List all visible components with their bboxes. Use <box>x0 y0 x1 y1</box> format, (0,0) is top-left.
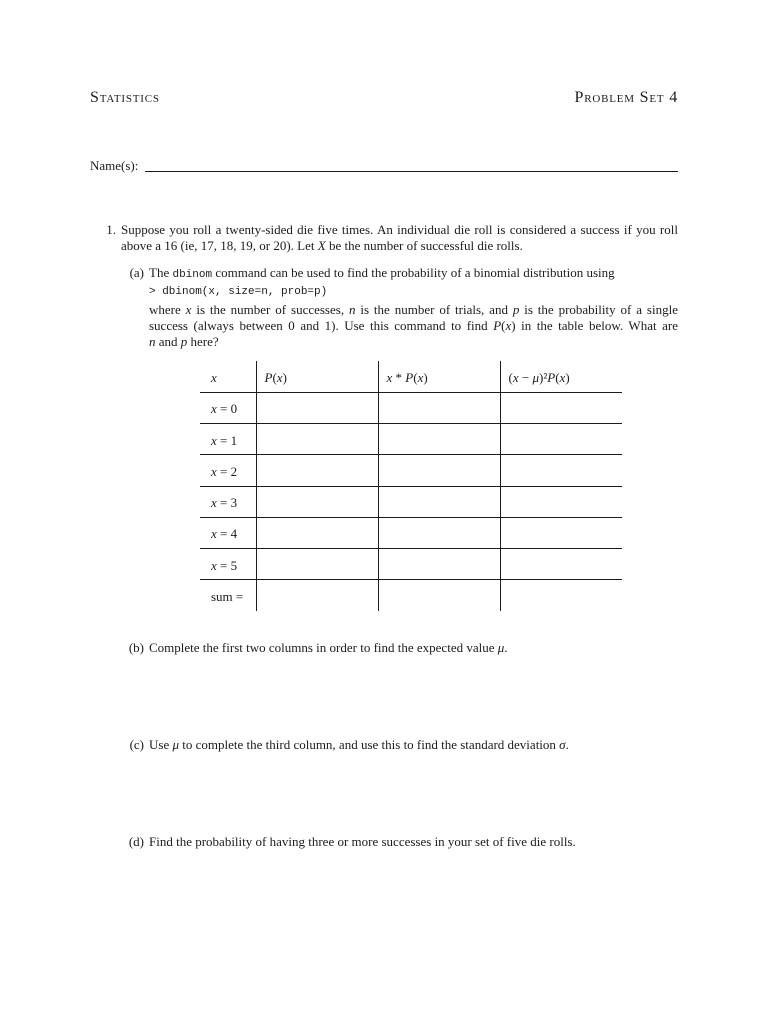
answer-cell <box>256 455 378 486</box>
prose-text: . <box>504 640 508 655</box>
prose-text: command can be used to find the probability of a binomial distribution using <box>212 265 615 280</box>
table-row <box>200 455 622 486</box>
row-label: x = 2 <box>211 463 238 479</box>
column-header: x * P(x) <box>386 369 428 385</box>
answer-cell <box>256 424 378 455</box>
math-letter: μ <box>172 737 179 752</box>
answer-cell <box>256 392 378 423</box>
sum-label: sum = <box>211 589 244 605</box>
math-letter: x <box>559 369 566 385</box>
row-label: x = 1 <box>211 432 238 448</box>
prose-text: above a 16 (ie, 17, 18, 19, or 20). Let <box>121 238 318 253</box>
row-label: x = 4 <box>211 526 238 542</box>
math-letter: σ <box>559 737 566 752</box>
part-a-intro <box>149 265 615 283</box>
part-a-line <box>149 334 219 350</box>
table-header-cell <box>256 361 378 392</box>
part-d-label: (d) <box>128 834 144 849</box>
answer-cell <box>500 486 622 517</box>
answer-cell <box>256 486 378 517</box>
table-sum-row <box>200 580 622 611</box>
math-expression: P(x) <box>493 318 516 333</box>
column-header <box>211 370 217 385</box>
problem-statement-line: Suppose you roll a twenty-sided die five times. An individual die roll is considered a success if you roll <box>121 222 678 237</box>
answer-cell <box>378 517 500 548</box>
answer-cell <box>500 549 622 580</box>
table-row <box>200 517 622 548</box>
prose-text: Use <box>149 737 173 752</box>
part-d-text: Find the probability of having three or more successes in your set of five die rolls. <box>149 834 576 849</box>
prose-text: to complete the third column, and use this to find the standard deviation <box>179 737 560 752</box>
math-letter: P <box>493 318 502 333</box>
part-a-line <box>149 318 678 334</box>
prose-text: . <box>565 737 569 752</box>
name-line <box>145 171 678 172</box>
math-letter: μ <box>532 369 539 385</box>
table-row <box>200 392 622 423</box>
table-header-cell <box>500 361 622 392</box>
math-letter: x <box>276 369 283 385</box>
answer-cell <box>256 549 378 580</box>
math-letter: x <box>505 318 512 333</box>
row-label-cell <box>200 392 256 423</box>
table-header-cell <box>200 361 256 392</box>
math-letter: μ <box>497 640 505 655</box>
name-label: Name(s): <box>90 158 139 173</box>
row-label-cell <box>200 580 256 611</box>
column-header: (x − μ)²P(x) <box>508 369 570 385</box>
row-label-cell <box>200 455 256 486</box>
answer-cell <box>500 392 622 423</box>
table-header-row <box>200 361 622 392</box>
answer-cell <box>500 424 622 455</box>
math-letter: P <box>405 369 414 385</box>
table-body <box>200 361 622 611</box>
prose-text: where <box>149 302 186 317</box>
answer-cell <box>500 580 622 611</box>
math-variable <box>318 238 326 253</box>
table-row <box>200 424 622 455</box>
part-c-label: (c) <box>129 737 144 752</box>
math-letter: x <box>211 495 217 511</box>
math-letter: n <box>149 334 156 349</box>
row-label-cell <box>200 517 256 548</box>
answer-cell <box>378 486 500 517</box>
math-letter: x <box>185 302 192 317</box>
column-header: P(x) <box>264 369 287 385</box>
answer-cell <box>378 580 500 611</box>
answer-cell <box>378 424 500 455</box>
prose-text: here? <box>187 334 219 349</box>
math-letter: x <box>211 432 217 448</box>
answer-cell <box>378 455 500 486</box>
prose-text: The <box>149 265 173 280</box>
math-letter: x <box>211 526 217 542</box>
problem-statement-line <box>121 238 523 254</box>
math-letter: X <box>317 238 326 253</box>
table-row <box>200 549 622 580</box>
part-b-label: (b) <box>128 640 144 655</box>
prose-text: is the number of successes, <box>191 302 349 317</box>
math-letter: p <box>512 302 520 317</box>
math-letter: x <box>417 369 424 385</box>
prose-text: success (always between 0 and 1). Use this command to find <box>149 318 494 333</box>
prose-text: be the number of successful die rolls. <box>325 238 523 253</box>
row-label: x = 3 <box>211 495 238 511</box>
math-letter: x <box>211 369 217 385</box>
answer-cell <box>256 517 378 548</box>
math-letter: P <box>264 369 273 385</box>
prose-text: in the table below. What are <box>515 318 678 333</box>
math-letter: n <box>348 302 356 317</box>
row-label-cell <box>200 486 256 517</box>
answer-cell <box>378 392 500 423</box>
probability-table <box>200 361 622 611</box>
problem-number: 1. <box>106 222 116 237</box>
math-letter: x <box>386 369 393 385</box>
part-c-text <box>149 737 569 753</box>
table-header-cell <box>378 361 500 392</box>
course-title: Statistics <box>90 89 160 106</box>
part-a-line <box>149 302 678 318</box>
row-label-cell <box>200 424 256 455</box>
prose-text: Complete the first two columns in order to find the expected value <box>149 640 498 655</box>
code-example: > dbinom(x, size=n, prob=p) <box>149 286 328 298</box>
math-letter: x <box>211 557 217 573</box>
prose-text: is the number of trials, and <box>355 302 513 317</box>
row-label: x = 5 <box>211 557 238 573</box>
part-b-text <box>149 640 508 656</box>
prose-text: is the probability of a single <box>519 302 678 317</box>
answer-cell <box>500 455 622 486</box>
answer-cell <box>378 549 500 580</box>
table-row <box>200 486 622 517</box>
answer-cell <box>256 580 378 611</box>
math-letter: x <box>211 401 217 417</box>
part-a-label: (a) <box>129 265 144 280</box>
prose-text: and <box>155 334 181 349</box>
math-letter: P <box>547 369 556 385</box>
row-label: x = 0 <box>211 401 238 417</box>
problem-set-title: Problem Set 4 <box>574 89 678 106</box>
row-label-cell <box>200 549 256 580</box>
math-letter: x <box>512 369 519 385</box>
math-letter: x <box>211 463 217 479</box>
inline-code: dbinom <box>172 269 213 281</box>
math-letter: p <box>180 334 188 349</box>
answer-cell <box>500 517 622 548</box>
